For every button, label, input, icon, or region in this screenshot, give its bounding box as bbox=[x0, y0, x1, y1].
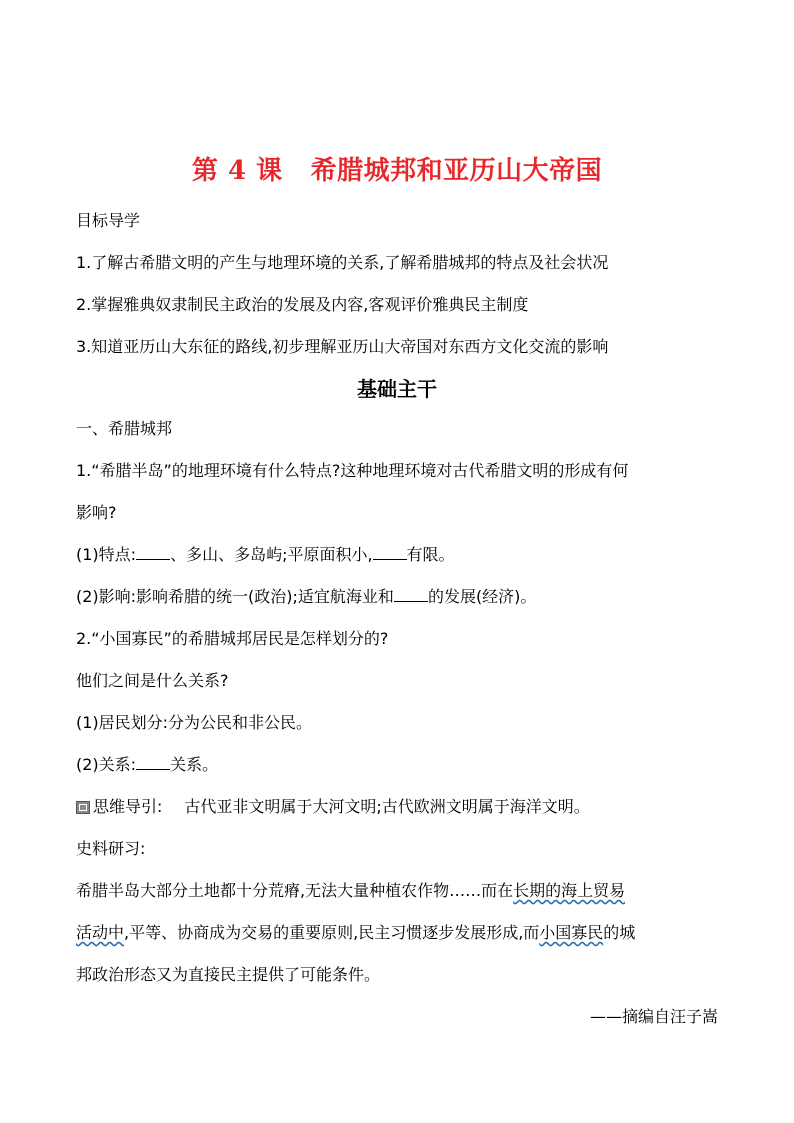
page-title bbox=[0, 150, 794, 187]
goal-item-2: 2.掌握雅典奴隶制民主政治的发展及内容,客观评价雅典民主制度 bbox=[76, 295, 529, 314]
hint-text: 古代亚非文明属于大河文明;古代欧洲文明属于海洋文明。 bbox=[184, 797, 590, 816]
answer-1-influence: (2)影响:影响希腊的统一(政治);适宜航海业和 的发展(经济)。 bbox=[76, 587, 537, 606]
fill-blank bbox=[394, 587, 428, 602]
fill-blank bbox=[136, 545, 170, 560]
question-2-line-1: 2.“小国寡民”的希腊城邦居民是怎样划分的? bbox=[76, 629, 389, 648]
source-line-3: 邦政治形态又为直接民主提供了可能条件。 bbox=[76, 965, 381, 984]
question-1-line-2: 影响? bbox=[76, 503, 117, 522]
goal-item-3: 3.知道亚历山大东征的路线,初步理解亚历山大帝国对东西方文化交流的影响 bbox=[76, 337, 609, 356]
answer-2-relation: (2)关系: 关系。 bbox=[76, 755, 219, 774]
source-heading: 史料研习: bbox=[76, 839, 146, 858]
hint-icon bbox=[76, 801, 90, 814]
lesson-number: 第 4 课 bbox=[191, 156, 283, 186]
goals-heading: 目标导学 bbox=[76, 211, 141, 230]
hint-label: 思维导引: bbox=[93, 797, 163, 816]
question-2-line-2: 他们之间是什么关系? bbox=[76, 671, 229, 690]
source-line-1: 希腊半岛大部分土地都十分荒瘠,无法大量种植农作物……而在长期的海上贸易 bbox=[76, 881, 626, 900]
goal-item-1: 1.了解古希腊文明的产生与地理环境的关系,了解希腊城邦的特点及社会状况 bbox=[76, 253, 609, 272]
underlined-text: 小国寡民 bbox=[539, 923, 604, 942]
thinking-guide bbox=[76, 796, 590, 818]
source-line-2: 活动中,平等、协商成为交易的重要原则,民主习惯逐步发展形成,而小国寡民的城 bbox=[76, 923, 636, 942]
underlined-text: 长期的海上贸易 bbox=[513, 881, 626, 900]
answer-2-division: (1)居民划分:分为公民和非公民。 bbox=[76, 713, 313, 732]
underlined-text: 活动中 bbox=[76, 923, 125, 942]
fill-blank bbox=[136, 755, 170, 770]
source-citation: ——摘编自汪子嵩 bbox=[589, 1007, 718, 1026]
part-heading: 一、希腊城邦 bbox=[76, 419, 173, 438]
lesson-name: 希腊城邦和亚历山大帝国 bbox=[310, 156, 603, 186]
question-1-line-1: 1.“希腊半岛”的地理环境有什么特点?这种地理环境对古代希腊文明的形成有何 bbox=[76, 461, 629, 480]
section-title: 基础主干 bbox=[357, 377, 437, 401]
answer-1-features: (1)特点: 、多山、多岛屿;平原面积小, 有限。 bbox=[76, 545, 455, 564]
fill-blank bbox=[373, 545, 407, 560]
